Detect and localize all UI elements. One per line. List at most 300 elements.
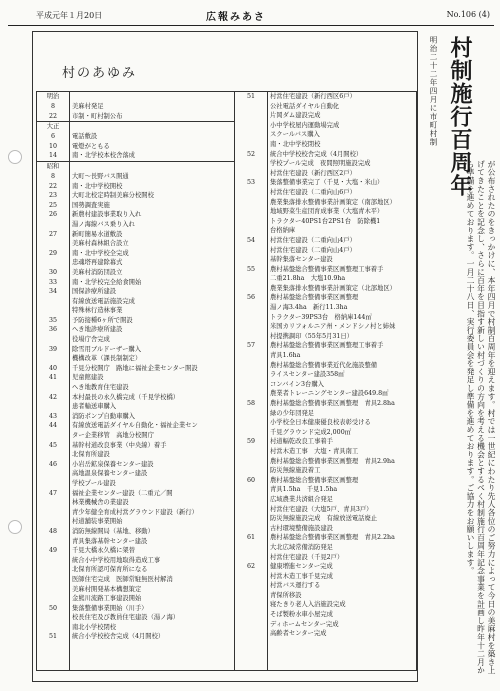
- year-cell: [37, 517, 69, 527]
- history-row: [37, 230, 234, 240]
- history-row: [235, 130, 416, 140]
- year-cell: [235, 466, 267, 476]
- history-row: [235, 351, 416, 361]
- event-cell: 地域野菜生産団育成事業（大塩青木平）: [270, 208, 384, 216]
- event-cell: 美麻村森林組合設立: [72, 240, 129, 248]
- history-row: [235, 389, 416, 399]
- year-cell: [37, 450, 69, 460]
- era-label: 明治: [46, 93, 60, 100]
- history-row: [37, 102, 234, 112]
- event-cell: 基幹村道改良事業（中央線）着手: [72, 441, 167, 449]
- year-cell: [235, 380, 267, 390]
- history-row: [235, 217, 416, 227]
- event-cell: 青具集落基幹センター建設: [72, 537, 148, 545]
- history-row: [37, 335, 234, 345]
- event-cell: ライスセンター建設358㎡: [270, 371, 345, 379]
- year-cell: 51: [48, 633, 57, 641]
- history-row: [235, 274, 416, 284]
- history-row: [37, 469, 234, 479]
- history-row: [235, 581, 416, 591]
- history-row: [37, 142, 234, 152]
- event-cell: 南北小学校閉校: [72, 623, 117, 631]
- history-column-left: [36, 91, 235, 671]
- history-row: [235, 514, 416, 524]
- event-cell: 寝たきり老人入浴施設完成: [270, 601, 346, 609]
- history-row: [235, 236, 416, 246]
- section-title: 村のあゆみ: [62, 66, 138, 81]
- history-row: [235, 399, 416, 409]
- event-cell: 村営住宅建設（新行西区6戸）: [270, 93, 356, 100]
- year-cell: [37, 383, 69, 393]
- era-heading: [37, 92, 234, 102]
- event-cell: 村営住宅建設（二重向山4戸）: [270, 236, 356, 244]
- history-row: [235, 198, 416, 208]
- event-cell: 千見グラウンド完成2,000㎡: [270, 428, 351, 436]
- event-cell: 南・北学校完全給食開始: [72, 278, 142, 286]
- event-cell: 千見大橋永久橋に架替: [72, 547, 135, 555]
- event-cell: 青具1.6ha: [270, 352, 301, 360]
- event-cell: 統合小学校校舎完成（4月開校）: [72, 633, 165, 641]
- history-row: [37, 508, 234, 518]
- event-cell: 公社電話ダイヤル自動化: [270, 102, 340, 110]
- history-row: [235, 409, 416, 419]
- event-cell: 本村最長の永久橋完成（千見学校橋）: [72, 393, 180, 401]
- history-row: [37, 604, 234, 614]
- history-row: [37, 182, 234, 192]
- history-row: [37, 364, 234, 374]
- history-row: [37, 565, 234, 575]
- history-row: [37, 306, 234, 316]
- year-cell: [235, 102, 267, 112]
- history-row: [235, 447, 416, 457]
- year-cell: [37, 556, 69, 566]
- era-heading: [37, 161, 234, 172]
- event-cell: 農村基盤総合整備事業区画整理 青具2.2ha: [270, 534, 395, 542]
- year-cell: 48: [48, 527, 57, 535]
- history-row: [37, 258, 234, 268]
- history-row: [37, 489, 234, 499]
- event-cell: 機構改革（課長制制定）: [72, 355, 142, 363]
- year-cell: 36: [48, 326, 57, 334]
- history-row: [235, 255, 416, 265]
- event-cell: 大北広域常備消防発足: [270, 543, 333, 551]
- era-label: 大正: [46, 123, 60, 131]
- history-row: [37, 632, 234, 642]
- year-cell: [235, 620, 267, 630]
- year-cell: 35: [48, 316, 57, 324]
- year-cell: [235, 581, 267, 591]
- event-cell: 新町簡易水道敷設: [72, 230, 123, 238]
- history-row: [37, 239, 234, 249]
- event-cell: 国保診療所建設: [72, 288, 117, 296]
- year-cell: [235, 198, 267, 208]
- history-row: [235, 610, 416, 620]
- event-cell: 青少年健全育成村営グラウンド建設（新行）: [72, 508, 198, 516]
- history-row: [37, 431, 234, 441]
- event-cell: へき地診療所建設: [72, 326, 123, 334]
- history-row: [37, 287, 234, 297]
- year-cell: [235, 591, 267, 601]
- history-row: [37, 556, 234, 566]
- history-row: [37, 450, 234, 460]
- year-cell: 6: [50, 133, 55, 141]
- history-row: [235, 293, 416, 303]
- history-row: [37, 412, 234, 422]
- header-rule: [8, 25, 494, 26]
- year-cell: [235, 485, 267, 495]
- history-row: [235, 303, 416, 313]
- history-row: [235, 380, 416, 390]
- event-cell: 農村基盤総合整備事業区画整理工事着手: [270, 265, 384, 273]
- year-cell: 22: [48, 112, 57, 120]
- page-header: [6, 8, 494, 24]
- event-cell: 青具1.5ha 千見1.5ha: [270, 486, 338, 494]
- history-row: [235, 207, 416, 217]
- event-cell: 湯ノ海線バス乗り入れ: [72, 220, 135, 228]
- event-cell: 村道幅乾改良工事着手: [270, 438, 333, 446]
- year-cell: [235, 418, 267, 428]
- event-cell: 患者輸送車購入: [72, 403, 117, 411]
- year-cell: 8: [50, 103, 55, 110]
- event-cell: 除雪用ブルドーザー購入: [72, 345, 142, 353]
- history-row: [37, 210, 234, 220]
- history-row: [235, 572, 416, 582]
- event-cell: 農村基盤総合整備事業区画整理 青具2.9ha: [270, 457, 395, 465]
- history-row: [37, 151, 234, 161]
- year-cell: 23: [48, 192, 57, 200]
- year-cell: [37, 508, 69, 518]
- newsletter-name: 広報みあさ: [206, 12, 266, 23]
- history-row: [37, 268, 234, 278]
- history-row: [235, 159, 416, 169]
- year-cell: [235, 246, 267, 256]
- history-row: [235, 246, 416, 256]
- event-cell: 統合小中学校用地取得造成工事: [72, 556, 161, 564]
- year-cell: [235, 370, 267, 380]
- event-cell: 小岩岳鉱泉保養センター建設: [72, 460, 154, 468]
- event-cell: 村営住宅建設（二重向山6戸）: [270, 188, 356, 196]
- history-row: [235, 418, 416, 428]
- history-row: [235, 543, 416, 553]
- event-cell: 農村基盤総合整備事業区画整理: [270, 294, 359, 302]
- history-row: [235, 562, 416, 572]
- year-cell: 53: [246, 179, 255, 187]
- year-cell: 22: [48, 182, 57, 190]
- year-cell: [235, 322, 267, 332]
- history-row: [235, 322, 416, 332]
- year-cell: [235, 188, 267, 198]
- event-cell: 農業者トレーニングセンター建設649.8㎡: [270, 390, 389, 398]
- year-cell: [37, 613, 69, 623]
- year-cell: [37, 258, 69, 268]
- event-cell: 広域農業共済組合発足: [270, 495, 333, 503]
- year-cell: 54: [246, 236, 255, 244]
- year-cell: [37, 575, 69, 585]
- event-cell: 湯ノ海3.4ha 新行11.3ha: [270, 304, 348, 312]
- year-cell: [37, 220, 69, 230]
- year-cell: [37, 623, 69, 633]
- history-row: [235, 495, 416, 505]
- event-cell: 集落整備事業完了（千見・大塩・米山）: [270, 179, 384, 187]
- event-cell: 統合中学校校舎完成（4月開校）: [270, 150, 363, 158]
- year-cell: [235, 284, 267, 294]
- year-cell: [235, 207, 267, 217]
- history-row: [235, 361, 416, 371]
- era-heading: [37, 121, 234, 132]
- event-cell: そば製粉水車小屋完成: [270, 611, 333, 619]
- year-cell: [37, 498, 69, 508]
- history-row: [235, 466, 416, 476]
- event-cell: 南・北中学校全完成: [72, 249, 129, 257]
- event-cell: 市制・町村制公布: [72, 112, 123, 120]
- year-cell: [235, 121, 267, 131]
- year-cell: [235, 572, 267, 582]
- history-row: [37, 527, 234, 537]
- event-cell: 青保所移設: [270, 591, 302, 599]
- year-cell: 46: [48, 460, 57, 468]
- history-row: [235, 591, 416, 601]
- event-cell: 医師住宅完成 医師常駐無医村解消: [72, 575, 173, 583]
- year-cell: [37, 479, 69, 489]
- history-row: [235, 524, 416, 534]
- year-cell: 25: [48, 201, 57, 209]
- issue-number: No.106 (4): [446, 10, 490, 19]
- year-cell: [235, 361, 267, 371]
- year-cell: 62: [246, 563, 255, 571]
- event-cell: 林業機械舎の業建設: [72, 499, 129, 507]
- history-row: [37, 383, 234, 393]
- year-cell: 39: [48, 345, 57, 353]
- year-cell: [37, 354, 69, 364]
- year-cell: [235, 553, 267, 563]
- event-cell: 村営木造工事千見完成: [270, 572, 333, 580]
- year-cell: [235, 169, 267, 179]
- event-cell: ディホームセンター完成: [270, 620, 339, 628]
- year-cell: [235, 351, 267, 361]
- event-cell: 村営住宅建設（二重向山4戸）: [270, 246, 356, 254]
- year-cell: 59: [246, 438, 255, 446]
- history-row: [37, 623, 234, 633]
- history-row: [235, 620, 416, 630]
- history-row: [235, 188, 416, 198]
- event-cell: トラクター40PS1台2PS1台 防除機1: [270, 217, 381, 225]
- year-cell: 10: [48, 142, 57, 150]
- event-cell: 村営住宅建設（千見2戸）: [270, 553, 344, 561]
- year-cell: [37, 431, 69, 441]
- year-cell: 8: [50, 172, 55, 180]
- history-row: [235, 370, 416, 380]
- event-cell: 小学校全日本健康優良校表彰受ける: [270, 419, 371, 427]
- year-cell: [235, 159, 267, 169]
- event-cell: へき地教育住宅建設: [72, 384, 129, 392]
- event-cell: 小中学校屋内運動場完成: [270, 121, 340, 129]
- history-row: [37, 393, 234, 403]
- history-row: [37, 546, 234, 556]
- year-cell: [235, 514, 267, 524]
- event-cell: 学校プール建設: [72, 479, 116, 487]
- event-cell: 役場庁舎完成: [72, 336, 110, 344]
- year-cell: 47: [48, 489, 57, 497]
- event-cell: 南・北中学校開校: [72, 182, 123, 190]
- history-row: [235, 169, 416, 179]
- event-cell: 緑の少年団発足: [270, 409, 315, 417]
- event-cell: 学校プール完成 夜間照明施設完成: [270, 160, 371, 168]
- year-cell: [235, 610, 267, 620]
- history-row: [235, 140, 416, 150]
- history-row: [37, 517, 234, 527]
- event-cell: 二重21.8ha 大塩10.9ha: [270, 275, 346, 283]
- history-row: [235, 178, 416, 188]
- year-cell: [235, 524, 267, 534]
- event-cell: 消防ポンプ自動車購入: [72, 412, 135, 420]
- year-cell: [235, 226, 267, 236]
- year-cell: 40: [48, 364, 57, 372]
- year-cell: [37, 335, 69, 345]
- history-row: [37, 316, 234, 326]
- year-cell: [37, 469, 69, 479]
- event-cell: 有線放送電話ダイヤル自動化・福祉企業セン: [72, 422, 198, 430]
- history-row: [235, 332, 416, 342]
- event-cell: トラクター39PS3台 格納庫144㎡: [270, 313, 372, 321]
- history-row: [235, 553, 416, 563]
- history-row: [235, 313, 416, 323]
- year-cell: 52: [246, 150, 255, 158]
- event-cell: 特殊林行造林事業: [72, 307, 123, 315]
- history-row: [37, 498, 234, 508]
- event-cell: 台格納庫: [270, 227, 296, 235]
- history-row: [37, 421, 234, 431]
- history-row: [37, 613, 234, 623]
- history-row: [235, 600, 416, 610]
- year-cell: [37, 565, 69, 575]
- year-cell: 58: [246, 400, 255, 407]
- year-cell: 14: [48, 152, 57, 160]
- event-cell: 農村基盤総合整備事業近代化施設整備: [270, 361, 378, 369]
- event-cell: 新農村建設事業取り入れ: [72, 211, 142, 219]
- event-cell: 大町〜長野バス開通: [72, 172, 129, 180]
- history-row: [235, 150, 416, 160]
- year-cell: 60: [246, 476, 255, 484]
- year-cell: [235, 332, 267, 342]
- event-cell: ター企業移管 高地分校開庁: [72, 432, 154, 439]
- year-cell: 27: [48, 230, 57, 238]
- event-cell: 有線放送電話施設完成: [72, 297, 135, 305]
- year-cell: [235, 505, 267, 515]
- event-cell: 金熊川流路工事建設開始: [72, 595, 142, 603]
- history-row: [37, 594, 234, 604]
- event-cell: 健康増進センター完成: [270, 563, 333, 571]
- event-cell: 忠魂塔再建除幕式: [72, 259, 123, 267]
- issue-date: 平成元年１月20日: [36, 11, 103, 20]
- event-cell: 片岡ダム建設完成: [270, 112, 321, 120]
- binder-hole: [8, 150, 22, 164]
- event-cell: 電話敷設: [72, 133, 98, 141]
- event-cell: 村営住宅建設（新行西区2戸）: [270, 169, 356, 177]
- year-cell: 42: [48, 393, 57, 401]
- history-row: [37, 297, 234, 307]
- history-row: [235, 533, 416, 543]
- history-row: [37, 220, 234, 230]
- history-row: [37, 441, 234, 451]
- year-cell: [235, 313, 267, 323]
- history-row: [37, 249, 234, 259]
- history-row: [37, 201, 234, 211]
- year-cell: 26: [48, 211, 57, 219]
- event-cell: 電燈がともる: [72, 142, 110, 150]
- event-cell: 村提携調印（55年5月31日）: [270, 332, 354, 340]
- event-cell: 福祉企業センター建設（二重元／開: [72, 489, 173, 497]
- history-row: [37, 354, 234, 364]
- event-cell: 農業集落排水整備事業計画策定（南部地区）: [270, 198, 396, 206]
- era-label: 昭和: [46, 162, 60, 170]
- history-row: [235, 226, 416, 236]
- history-row: [235, 265, 416, 275]
- year-cell: [235, 457, 267, 467]
- year-cell: 33: [48, 278, 57, 286]
- history-row: [37, 460, 234, 470]
- event-cell: 高齢者センター完成: [270, 630, 327, 638]
- year-cell: 61: [246, 534, 255, 542]
- history-row: [235, 476, 416, 486]
- year-cell: [235, 255, 267, 265]
- event-cell: 集落整備事業開始（川手）: [72, 604, 148, 612]
- year-cell: 56: [246, 294, 255, 302]
- year-cell: [235, 130, 267, 140]
- history-row: [235, 428, 416, 438]
- history-row: [37, 172, 234, 182]
- event-cell: 米国カリフォルニア州・メンドシノ村と姉妹: [270, 323, 396, 331]
- history-column-right: [235, 91, 417, 671]
- year-cell: 57: [246, 342, 255, 350]
- event-cell: 千見分校開庁 路地に福祉企業センター開設: [72, 364, 198, 372]
- year-cell: [235, 543, 267, 553]
- binder-hole: [8, 520, 22, 534]
- centennial-subtitle: 明治二十二年四月に市町村制: [429, 36, 438, 147]
- event-cell: 農村基盤総合整備事業区画整理 青具2.8ha: [270, 400, 395, 407]
- event-cell: 古村環境整備施設建設: [270, 524, 333, 532]
- year-cell: 43: [48, 412, 57, 420]
- history-row: [37, 537, 234, 547]
- history-row: [235, 505, 416, 515]
- year-cell: [235, 629, 267, 639]
- history-row: [37, 325, 234, 335]
- event-cell: 児童館建設: [72, 374, 104, 382]
- year-cell: [235, 409, 267, 419]
- event-cell: コンバイン3台購入: [270, 380, 324, 388]
- event-cell: 南・北中学校閉校: [270, 140, 321, 148]
- event-cell: 大町北校定時制美麻分校開校: [72, 192, 154, 200]
- history-row: [235, 121, 416, 131]
- history-row: [37, 132, 234, 142]
- event-cell: 村営バス運行する: [270, 582, 321, 590]
- year-cell: [235, 495, 267, 505]
- history-row: [235, 92, 416, 102]
- year-cell: 30: [48, 268, 57, 276]
- centennial-body: が公布されたのをきっかけに、本年四月で村制百周年を迎えます。村では一世紀にわたり先人各位のご努力によって今日の美麻村を築き上げてきたことを記念し、さらに百年を目指す新しい村づくりの方向を考える機会とするべく村制施行百周年記念事業を計画し昨年十二月から準備を進めております。一月二十八日、実行委員会を発足し準備を進めております。ご協力をお願いします。: [466, 160, 496, 675]
- event-cell: 基幹集落センター建設: [270, 256, 333, 264]
- event-cell: 国勢調査実施: [72, 201, 110, 209]
- year-cell: [37, 239, 69, 249]
- event-cell: 美麻村発足: [72, 103, 104, 110]
- event-cell: 村道舗装事業開始: [72, 518, 123, 526]
- event-cell: 村営木造工事 大塩・青具南工: [270, 447, 359, 455]
- year-cell: 49: [48, 547, 57, 555]
- year-cell: [235, 217, 267, 227]
- history-row: [235, 102, 416, 112]
- event-cell: 防災無線施設完成 有線放送電話廃止: [270, 515, 378, 523]
- event-cell: 防災無線施設着工: [270, 467, 321, 475]
- year-cell: 44: [48, 422, 57, 430]
